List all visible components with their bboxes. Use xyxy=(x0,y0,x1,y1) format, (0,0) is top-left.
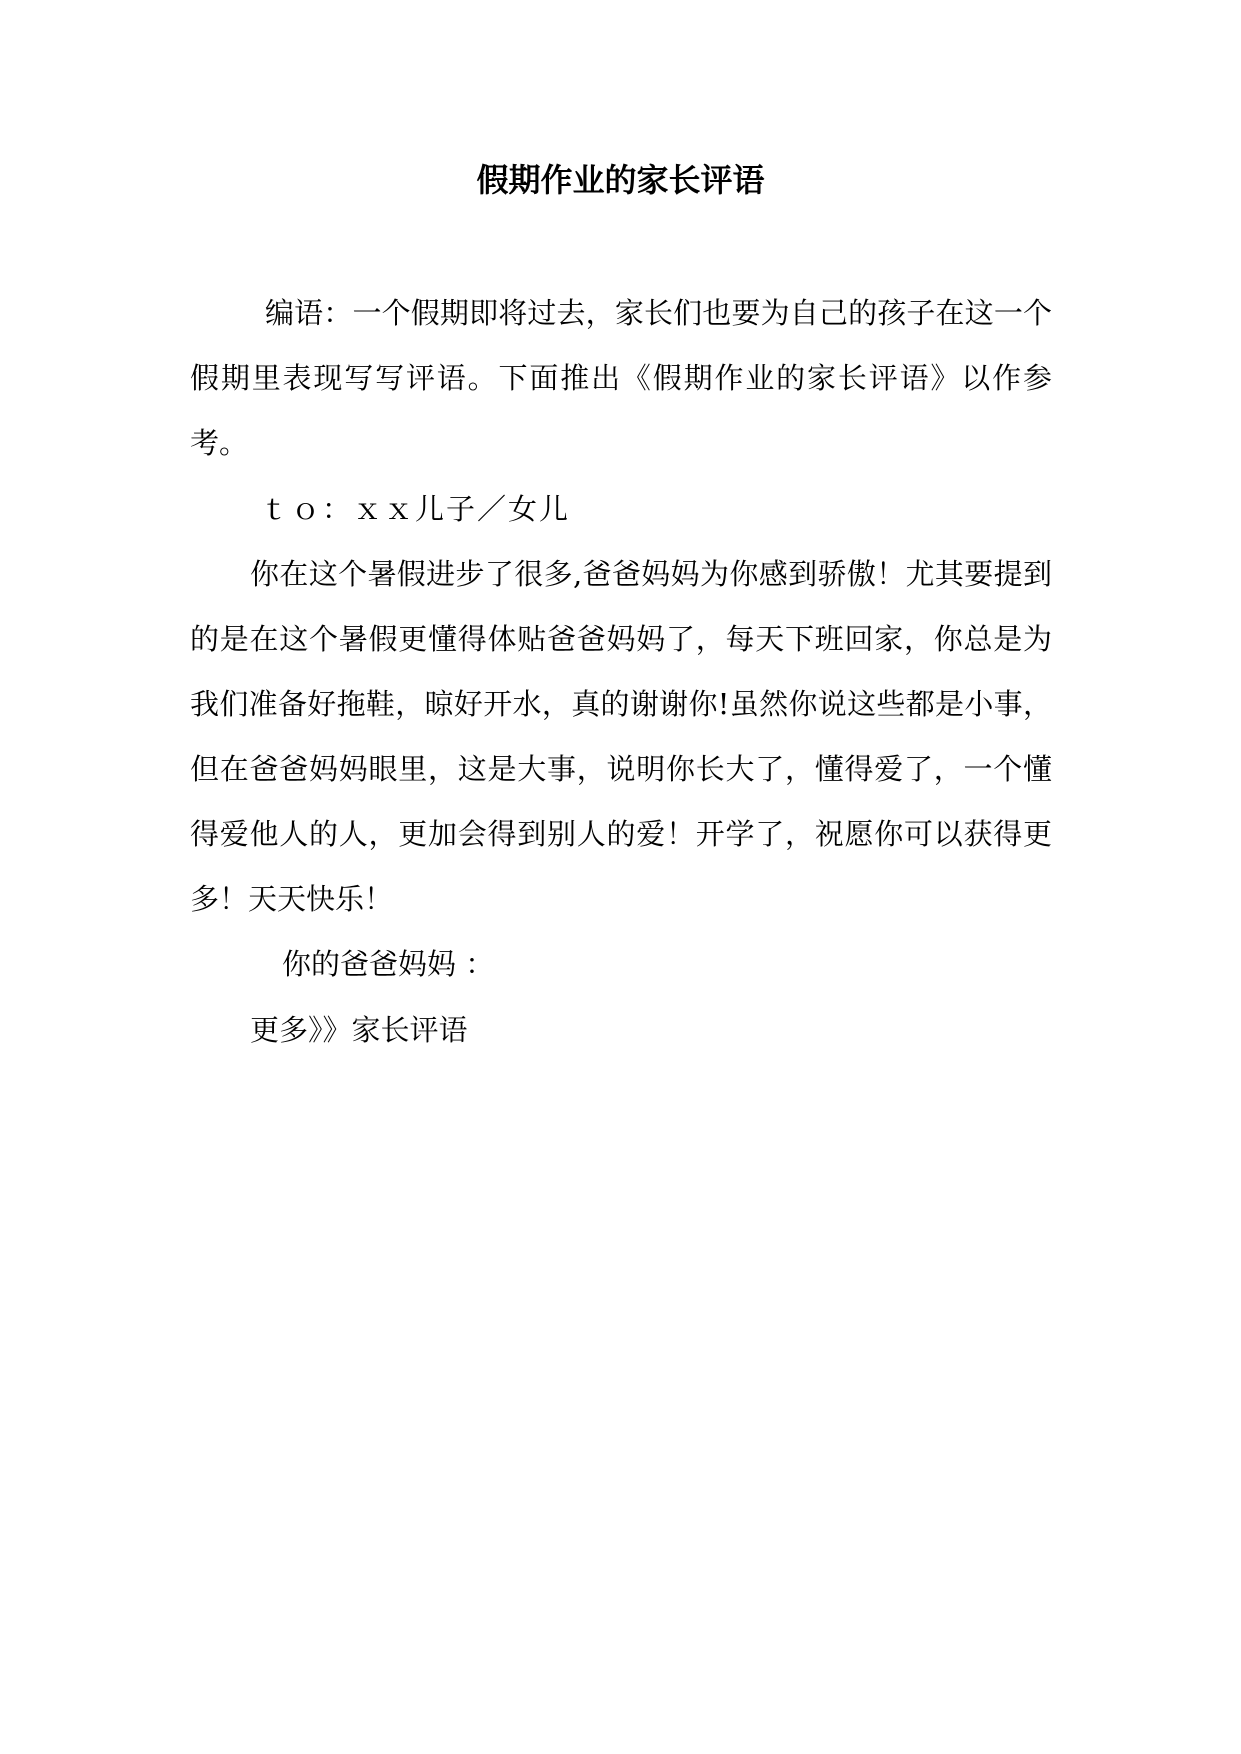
letter-body-paragraph: 你在这个暑假进步了很多,爸爸妈妈为你感到骄傲！尤其要提到的是在这个暑假更懂得体贴爸爸妈妈了，每天下班回家，你总是为我们准备好拖鞋，晾好开水，真的谢谢你!虽然你说这些都是小事，但在爸爸妈妈眼里，这是大事，说明你长大了，懂得爱了，一个懂得爱他人的人，更加会得到别人的爱！开学了，祝愿你可以获得更多！天天快乐！ xyxy=(190,557,1052,916)
letter-salutation: ｔｏ：ｘｘ儿子／女儿 xyxy=(260,492,571,526)
letter-signature: 你的爸爸妈妈 ： xyxy=(282,947,495,981)
editor-note-paragraph: 编语：一个假期即将过去，家长们也要为自己的孩子在这一个假期里表现写写评语。下面推出《假期作业的家长评语》以作参考。 xyxy=(190,296,1052,460)
document-title: 假期作业的家长评语 xyxy=(476,161,765,199)
more-comments-link[interactable]: 更多》》家长评语 xyxy=(250,1013,468,1047)
